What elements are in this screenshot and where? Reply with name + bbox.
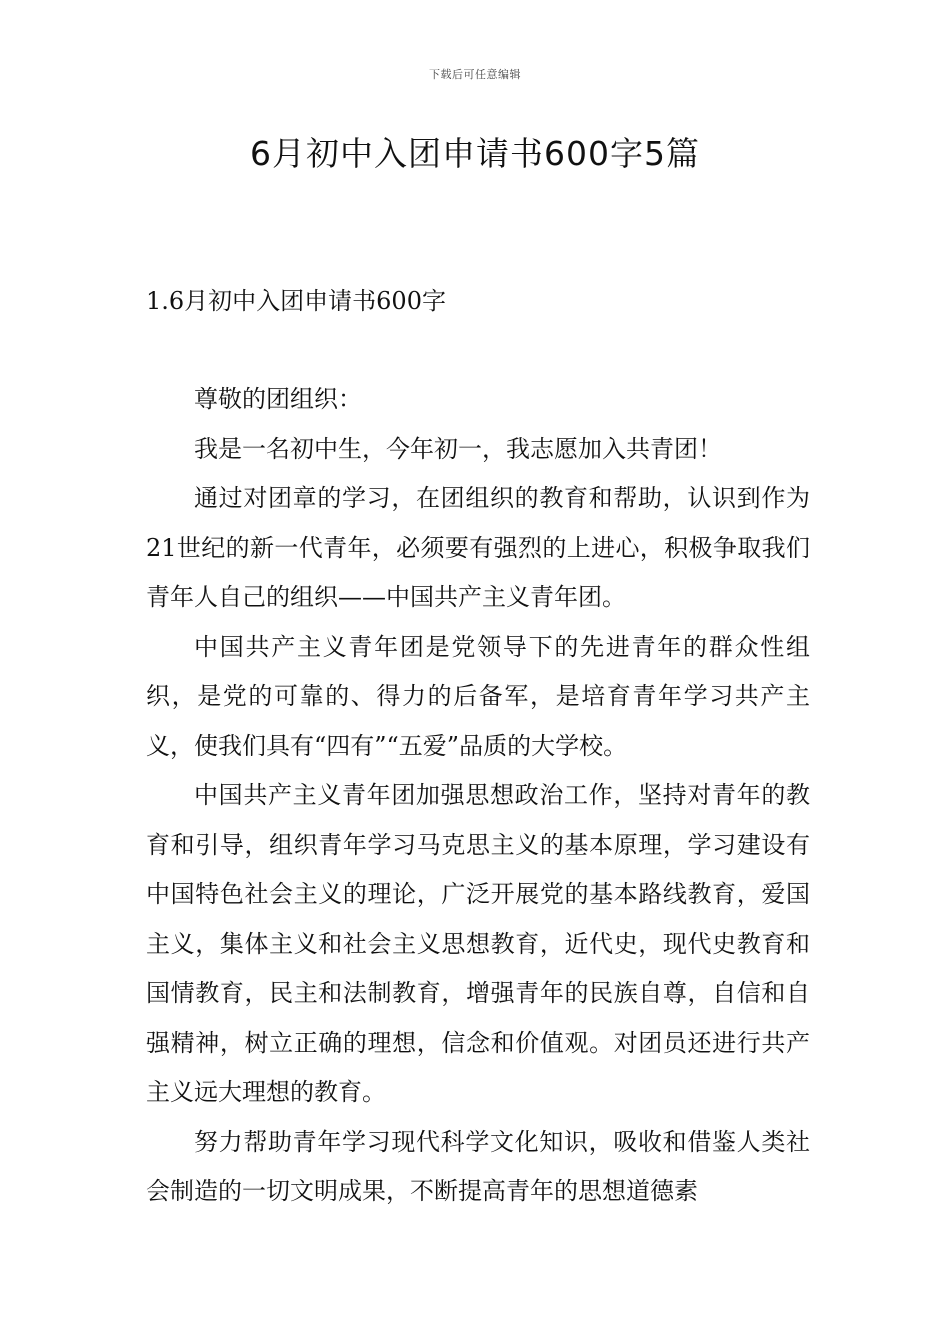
paragraph: 中国共产主义青年团加强思想政治工作，坚持对青年的教育和引导，组织青年学习马克思主义的基本原理，学习建设有中国特色社会主义的理论，广泛开展党的基本路线教育，爱国主义，集体主义和社会主义思想教育，近代史，现代史教育和国情教育，民主和法制教育，增强青年的民族自尊，自信和自强精神，树立正确的理想，信念和价值观。对团员还进行共产主义远大理想的教育。 <box>146 781 810 1106</box>
paragraph: 我是一名初中生，今年初一，我志愿加入共青团！ <box>194 434 722 463</box>
paragraph: 通过对团章的学习，在团组织的教育和帮助，认识到作为21世纪的新一代青年，必须要有强烈的上进心，积极争取我们青年人自己的组织——中国共产主义青年团。 <box>146 484 810 611</box>
paragraph: 努力帮助青年学习现代科学文化知识，吸收和借鉴人类社会制造的一切文明成果，不断提高青年的思想道德素 <box>146 1127 810 1205</box>
paragraph: 中国共产主义青年团是党领导下的先进青年的群众性组织，是党的可靠的、得力的后备军，是培育青年学习共产主义，使我们具有“四有”“五爱”品质的大学校。 <box>146 632 810 760</box>
header-note: 下载后可任意编辑 <box>429 68 521 81</box>
document-title: 6月初中入团申请书600字5篇 <box>250 134 700 173</box>
body-text <box>146 375 810 1217</box>
section-heading: 1.6月初中入团申请书600字 <box>146 287 446 315</box>
paragraph-salutation: 尊敬的团组织： <box>194 385 362 413</box>
